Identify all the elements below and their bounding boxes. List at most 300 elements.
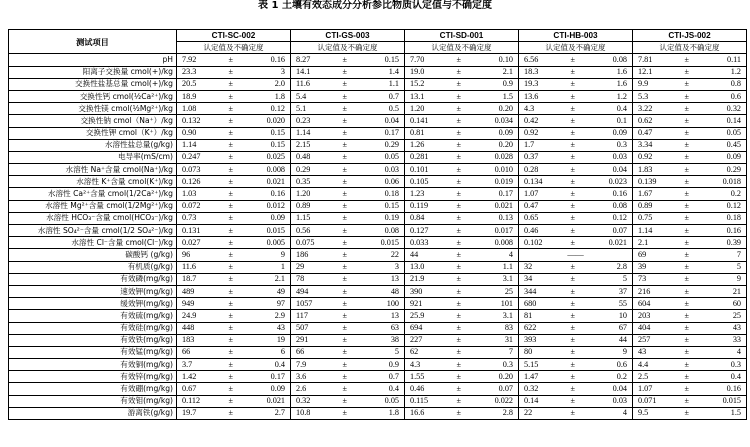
- plus-minus-sign: ±: [684, 298, 690, 308]
- plus-minus-sign: ±: [456, 347, 462, 357]
- uncertainty-value: 37: [618, 286, 627, 296]
- uncertainty-value: 0.11: [726, 54, 741, 64]
- certified-value: 694: [410, 323, 423, 333]
- plus-minus-sign: ±: [342, 396, 348, 406]
- plus-minus-sign: ±: [570, 103, 576, 113]
- test-item-label: 水溶性 Ca²⁺含量 cmol(1/2Ca²⁺)/kg: [9, 188, 177, 200]
- plus-minus-sign: ±: [684, 54, 690, 64]
- plus-minus-sign: ±: [342, 164, 348, 174]
- table-row: [9, 334, 747, 346]
- certified-value: 12.1: [638, 67, 653, 77]
- certified-value: 19.0: [410, 67, 425, 77]
- plus-minus-sign: ±: [228, 262, 234, 272]
- certified-value: 393: [524, 335, 537, 345]
- value-cell: [291, 78, 405, 90]
- certified-value: 0.47: [524, 201, 539, 211]
- plus-minus-sign: ±: [570, 371, 576, 381]
- uncertainty-value: 0.09: [612, 128, 627, 138]
- value-cell: [405, 322, 519, 334]
- plus-minus-sign: ±: [456, 176, 462, 186]
- uncertainty-value: 2.8: [502, 408, 513, 418]
- certified-value: 1.7: [524, 140, 535, 150]
- table-row: [9, 273, 747, 285]
- certified-value: 1.47: [524, 371, 539, 381]
- value-cell: [519, 261, 633, 273]
- value-cell: [177, 383, 291, 395]
- plus-minus-sign: ±: [684, 262, 690, 272]
- plus-minus-sign: ±: [342, 371, 348, 381]
- certified-value: 11.6: [296, 79, 311, 89]
- value-cell: [633, 359, 747, 371]
- uncertainty-value: 0.021: [266, 176, 285, 186]
- value-cell: [177, 395, 291, 407]
- certified-value: 21.9: [410, 274, 425, 284]
- plus-minus-sign: ±: [684, 237, 690, 247]
- certified-value: 13.6: [524, 91, 539, 101]
- certified-value: 0.131: [182, 225, 201, 235]
- value-cell: [519, 54, 633, 66]
- table-row: [9, 151, 747, 163]
- certified-value: 13.0: [410, 262, 425, 272]
- certified-value: 921: [410, 298, 423, 308]
- certified-value: 0.071: [638, 396, 657, 406]
- plus-minus-sign: ±: [456, 67, 462, 77]
- certified-value: 0.033: [410, 237, 429, 247]
- plus-minus-sign: ±: [342, 225, 348, 235]
- plus-minus-sign: ±: [456, 54, 462, 64]
- plus-minus-sign: ±: [456, 335, 462, 345]
- value-cell: [405, 359, 519, 371]
- value-cell: [291, 200, 405, 212]
- certified-value: 8.27: [296, 54, 311, 64]
- value-cell: [633, 273, 747, 285]
- sample-header: CTI-HB-003: [519, 30, 633, 42]
- certified-value: 0.92: [638, 152, 653, 162]
- value-cell: [177, 200, 291, 212]
- certified-value: 0.46: [524, 225, 539, 235]
- certified-value: 291: [296, 335, 309, 345]
- uncertainty-value: 2.7: [274, 408, 285, 418]
- uncertainty-value: 0.13: [498, 213, 513, 223]
- plus-minus-sign: ±: [342, 347, 348, 357]
- plus-minus-sign: ±: [228, 286, 234, 296]
- value-cell: [177, 127, 291, 139]
- value-cell: [405, 200, 519, 212]
- value-cell: [291, 139, 405, 151]
- uncertainty-value: 0.5: [388, 103, 399, 113]
- plus-minus-sign: ±: [228, 79, 234, 89]
- uncertainty-value: 0.8: [730, 79, 741, 89]
- plus-minus-sign: ±: [456, 79, 462, 89]
- uncertainty-value: 0.019: [494, 176, 513, 186]
- plus-minus-sign: ±: [570, 347, 576, 357]
- value-cell: [633, 383, 747, 395]
- certified-value: 78: [296, 274, 305, 284]
- sample-header: CTI-SD-001: [405, 30, 519, 42]
- value-cell: [405, 383, 519, 395]
- plus-minus-sign: ±: [342, 237, 348, 247]
- plus-minus-sign: ±: [456, 140, 462, 150]
- value-cell: [633, 395, 747, 407]
- uncertainty-value: 0.021: [266, 396, 285, 406]
- certified-value: 0.47: [638, 128, 653, 138]
- certified-value: 0.127: [410, 225, 429, 235]
- uncertainty-value: 1.1: [388, 79, 399, 89]
- uncertainty-value: 0.015: [722, 396, 741, 406]
- uncertainty-value: 0.06: [384, 176, 399, 186]
- test-item-label: 有效硅(mg/kg): [9, 322, 177, 334]
- plus-minus-sign: ±: [228, 237, 234, 247]
- table-row: [9, 383, 747, 395]
- uncertainty-value: 9: [736, 274, 741, 284]
- value-cell: [177, 261, 291, 273]
- uncertainty-value: 44: [618, 335, 627, 345]
- plus-minus-sign: ±: [456, 249, 462, 259]
- plus-minus-sign: ±: [684, 128, 690, 138]
- plus-minus-sign: ±: [456, 396, 462, 406]
- certified-value: 183: [182, 335, 195, 345]
- uncertainty-value: 21: [732, 286, 741, 296]
- certified-value: 0.48: [296, 152, 311, 162]
- plus-minus-sign: ±: [684, 310, 690, 320]
- value-cell: [177, 237, 291, 249]
- value-cell: [405, 188, 519, 200]
- table-row: [9, 200, 747, 212]
- certified-value: 0.141: [410, 115, 429, 125]
- sample-header: CTI-GS-003: [291, 30, 405, 42]
- plus-minus-sign: ±: [228, 140, 234, 150]
- plus-minus-sign: ±: [570, 286, 576, 296]
- plus-minus-sign: ±: [228, 323, 234, 333]
- value-cell: [633, 285, 747, 297]
- test-item-label: 电导率(mS/cm): [9, 151, 177, 163]
- value-cell: [633, 151, 747, 163]
- value-cell: [633, 54, 747, 66]
- value-cell: [633, 66, 747, 78]
- value-cell: [177, 298, 291, 310]
- certified-value: 227: [410, 335, 423, 345]
- certified-value: 3.34: [638, 140, 653, 150]
- certified-value: 1.08: [182, 103, 197, 113]
- uncertainty-value: 0.10: [498, 54, 513, 64]
- uncertainty-value: 60: [732, 298, 741, 308]
- test-item-label: 有效硼(mg/kg): [9, 383, 177, 395]
- plus-minus-sign: ±: [570, 384, 576, 394]
- certified-value: 1.15: [296, 213, 311, 223]
- table-row: [9, 90, 747, 102]
- test-item-label: 交换性钠 cmol（Na⁺）/kg: [9, 115, 177, 127]
- uncertainty-value: 55: [618, 298, 627, 308]
- certified-value: 1057: [296, 298, 313, 308]
- plus-minus-sign: ±: [570, 274, 576, 284]
- value-cell: [291, 285, 405, 297]
- plus-minus-sign: ±: [342, 91, 348, 101]
- plus-minus-sign: ±: [570, 152, 576, 162]
- value-cell: [291, 322, 405, 334]
- uncertainty-value: 0.15: [384, 201, 399, 211]
- certified-value: 257: [638, 335, 651, 345]
- value-cell: [291, 298, 405, 310]
- plus-minus-sign: ±: [570, 323, 576, 333]
- uncertainty-value: 1.6: [616, 79, 627, 89]
- certified-value: 186: [296, 249, 309, 259]
- plus-minus-sign: ±: [570, 67, 576, 77]
- plus-minus-sign: ±: [684, 176, 690, 186]
- table-row: [9, 261, 747, 273]
- value-cell: [633, 90, 747, 102]
- certified-value: 24.9: [182, 310, 197, 320]
- certified-value: 0.281: [410, 152, 429, 162]
- certified-value: 0.102: [524, 237, 543, 247]
- uncertainty-value: 0.16: [270, 54, 285, 64]
- uncertainty-value: 1: [280, 262, 285, 272]
- test-item-label: 交换性盐基总量 cmol(+)/kg: [9, 78, 177, 90]
- uncertainty-value: 0.32: [726, 103, 741, 113]
- table-row: [9, 127, 747, 139]
- certified-value: 390: [410, 286, 423, 296]
- certified-value-subheader: 认定值及不确定度: [405, 42, 519, 54]
- test-item-label: pH: [9, 54, 177, 66]
- uncertainty-value: 0.09: [270, 213, 285, 223]
- uncertainty-value: 0.3: [616, 140, 627, 150]
- uncertainty-value: 0.023: [608, 176, 627, 186]
- test-item-label: 水溶性 HCO₃⁻含量 cmol(HCO₃⁻)/kg: [9, 212, 177, 224]
- plus-minus-sign: ±: [342, 115, 348, 125]
- value-cell: [519, 395, 633, 407]
- value-cell: [291, 395, 405, 407]
- plus-minus-sign: ±: [456, 262, 462, 272]
- value-cell: [405, 346, 519, 358]
- not-available-mark: ——: [567, 249, 584, 259]
- plus-minus-sign: ±: [570, 176, 576, 186]
- certified-value: 344: [524, 286, 537, 296]
- value-cell: [291, 188, 405, 200]
- test-item-label: 有效硫(mg/kg): [9, 310, 177, 322]
- certified-value: 0.46: [410, 384, 425, 394]
- certified-value: 18.9: [182, 91, 197, 101]
- reference-material-table: [8, 29, 747, 420]
- plus-minus-sign: ±: [684, 371, 690, 381]
- plus-minus-sign: ±: [456, 371, 462, 381]
- test-item-label: 交换性钙 cmol(½Ca²⁺)/kg: [9, 90, 177, 102]
- certified-value-subheader: 认定值及不确定度: [519, 42, 633, 54]
- certified-value: 448: [182, 323, 195, 333]
- plus-minus-sign: ±: [570, 128, 576, 138]
- value-cell: [405, 225, 519, 237]
- uncertainty-value: 4: [622, 408, 627, 418]
- certified-value: 0.29: [296, 164, 311, 174]
- certified-value: 0.92: [524, 128, 539, 138]
- plus-minus-sign: ±: [228, 213, 234, 223]
- table-row: [9, 407, 747, 419]
- value-cell: [633, 212, 747, 224]
- test-item-label: 游离铁(g/kg): [9, 407, 177, 419]
- uncertainty-value: 2.9: [274, 310, 285, 320]
- value-cell: [519, 346, 633, 358]
- plus-minus-sign: ±: [456, 115, 462, 125]
- test-item-label: 有机质(g/kg): [9, 261, 177, 273]
- value-cell: [519, 310, 633, 322]
- value-cell: [405, 78, 519, 90]
- certified-value: 0.56: [296, 225, 311, 235]
- value-cell: [177, 139, 291, 151]
- value-cell: [633, 188, 747, 200]
- uncertainty-value: 33: [732, 335, 741, 345]
- table-row: [9, 212, 747, 224]
- value-cell: [633, 310, 747, 322]
- uncertainty-value: 0.12: [270, 103, 285, 113]
- plus-minus-sign: ±: [228, 396, 234, 406]
- certified-value: 0.23: [296, 115, 311, 125]
- uncertainty-value: 0.12: [726, 201, 741, 211]
- value-cell: [291, 334, 405, 346]
- plus-minus-sign: ±: [684, 201, 690, 211]
- uncertainty-value: 0.6: [616, 359, 627, 369]
- value-cell: [291, 407, 405, 419]
- value-cell: [291, 310, 405, 322]
- certified-value: 22: [524, 408, 533, 418]
- certified-value: 0.65: [524, 213, 539, 223]
- uncertainty-value: 63: [390, 323, 399, 333]
- uncertainty-value: 101: [500, 298, 513, 308]
- table-row: [9, 176, 747, 188]
- value-cell: [405, 310, 519, 322]
- certified-value: 1.03: [182, 189, 197, 199]
- plus-minus-sign: ±: [228, 298, 234, 308]
- uncertainty-value: 31: [504, 335, 513, 345]
- certified-value: 1.20: [410, 103, 425, 113]
- value-cell: [405, 90, 519, 102]
- certified-value: 19.7: [182, 408, 197, 418]
- certified-value: 7.70: [410, 54, 425, 64]
- plus-minus-sign: ±: [456, 323, 462, 333]
- certified-value: 2.1: [638, 237, 649, 247]
- uncertainty-value: 0.2: [730, 189, 741, 199]
- uncertainty-value: 0.2: [616, 371, 627, 381]
- value-cell: [519, 188, 633, 200]
- plus-minus-sign: ±: [570, 298, 576, 308]
- plus-minus-sign: ±: [570, 359, 576, 369]
- plus-minus-sign: ±: [342, 152, 348, 162]
- plus-minus-sign: ±: [228, 152, 234, 162]
- certified-value: 1.20: [296, 189, 311, 199]
- plus-minus-sign: ±: [228, 128, 234, 138]
- certified-value: 3.7: [182, 359, 193, 369]
- plus-minus-sign: ±: [456, 274, 462, 284]
- certified-value: 0.105: [410, 176, 429, 186]
- value-cell: [405, 115, 519, 127]
- plus-minus-sign: ±: [684, 396, 690, 406]
- table-row: [9, 115, 747, 127]
- uncertainty-value: 0.034: [494, 115, 513, 125]
- uncertainty-value: 0.6: [730, 91, 741, 101]
- certified-value: 96: [182, 249, 191, 259]
- value-cell: [519, 322, 633, 334]
- plus-minus-sign: ±: [570, 310, 576, 320]
- value-cell: [405, 176, 519, 188]
- certified-value: 680: [524, 298, 537, 308]
- plus-minus-sign: ±: [228, 189, 234, 199]
- plus-minus-sign: ±: [456, 128, 462, 138]
- plus-minus-sign: ±: [342, 67, 348, 77]
- uncertainty-value: 0.015: [380, 237, 399, 247]
- value-cell: [633, 164, 747, 176]
- certified-value: 10.8: [296, 408, 311, 418]
- certified-value: 2.6: [296, 384, 307, 394]
- value-cell: [519, 225, 633, 237]
- plus-minus-sign: ±: [228, 384, 234, 394]
- plus-minus-sign: ±: [684, 79, 690, 89]
- uncertainty-value: 0.3: [502, 359, 513, 369]
- value-cell: [177, 407, 291, 419]
- certified-value: 0.32: [296, 396, 311, 406]
- value-cell: [291, 66, 405, 78]
- value-cell: [633, 139, 747, 151]
- uncertainty-value: 1.2: [730, 67, 741, 77]
- uncertainty-value: 0.4: [274, 359, 285, 369]
- value-cell: [519, 273, 633, 285]
- uncertainty-value: 0.08: [612, 201, 627, 211]
- plus-minus-sign: ±: [228, 335, 234, 345]
- certified-value: 5.4: [296, 91, 307, 101]
- table-row: [9, 78, 747, 90]
- certified-value: 0.14: [524, 396, 539, 406]
- plus-minus-sign: ±: [228, 201, 234, 211]
- table-row: [9, 310, 747, 322]
- certified-value: 15.2: [410, 79, 425, 89]
- uncertainty-value: 25: [732, 310, 741, 320]
- uncertainty-value: 25: [504, 286, 513, 296]
- uncertainty-value: 0.17: [384, 128, 399, 138]
- uncertainty-value: 0.39: [726, 237, 741, 247]
- value-cell: [519, 103, 633, 115]
- uncertainty-value: 5: [394, 347, 399, 357]
- plus-minus-sign: ±: [228, 347, 234, 357]
- uncertainty-value: 0.20: [498, 140, 513, 150]
- value-cell: [519, 127, 633, 139]
- value-cell: [405, 273, 519, 285]
- certified-value: 9.5: [638, 408, 649, 418]
- uncertainty-value: 0.16: [726, 225, 741, 235]
- certified-value: 0.132: [182, 115, 201, 125]
- certified-value: 29: [296, 262, 305, 272]
- plus-minus-sign: ±: [684, 213, 690, 223]
- test-item-label: 水溶性 Cl⁻含量 cmol(Cl⁻)/kg: [9, 237, 177, 249]
- certified-value: 0.112: [182, 396, 201, 406]
- value-cell: [633, 371, 747, 383]
- uncertainty-value: 0.29: [726, 164, 741, 174]
- value-cell: [633, 115, 747, 127]
- sample-header: CTI-JS-002: [633, 30, 747, 42]
- uncertainty-value: 9: [622, 347, 627, 357]
- value-cell: [633, 225, 747, 237]
- value-cell: [519, 66, 633, 78]
- plus-minus-sign: ±: [684, 67, 690, 77]
- value-cell: [405, 371, 519, 383]
- certified-value: 0.89: [638, 201, 653, 211]
- plus-minus-sign: ±: [570, 201, 576, 211]
- value-cell: [177, 225, 291, 237]
- value-cell: [519, 383, 633, 395]
- uncertainty-value: 0.05: [726, 128, 741, 138]
- plus-minus-sign: ±: [342, 189, 348, 199]
- plus-minus-sign: ±: [684, 189, 690, 199]
- uncertainty-value: 0.17: [270, 371, 285, 381]
- certified-value: 20.5: [182, 79, 197, 89]
- plus-minus-sign: ±: [228, 310, 234, 320]
- plus-minus-sign: ±: [342, 249, 348, 259]
- certified-value: 7.81: [638, 54, 653, 64]
